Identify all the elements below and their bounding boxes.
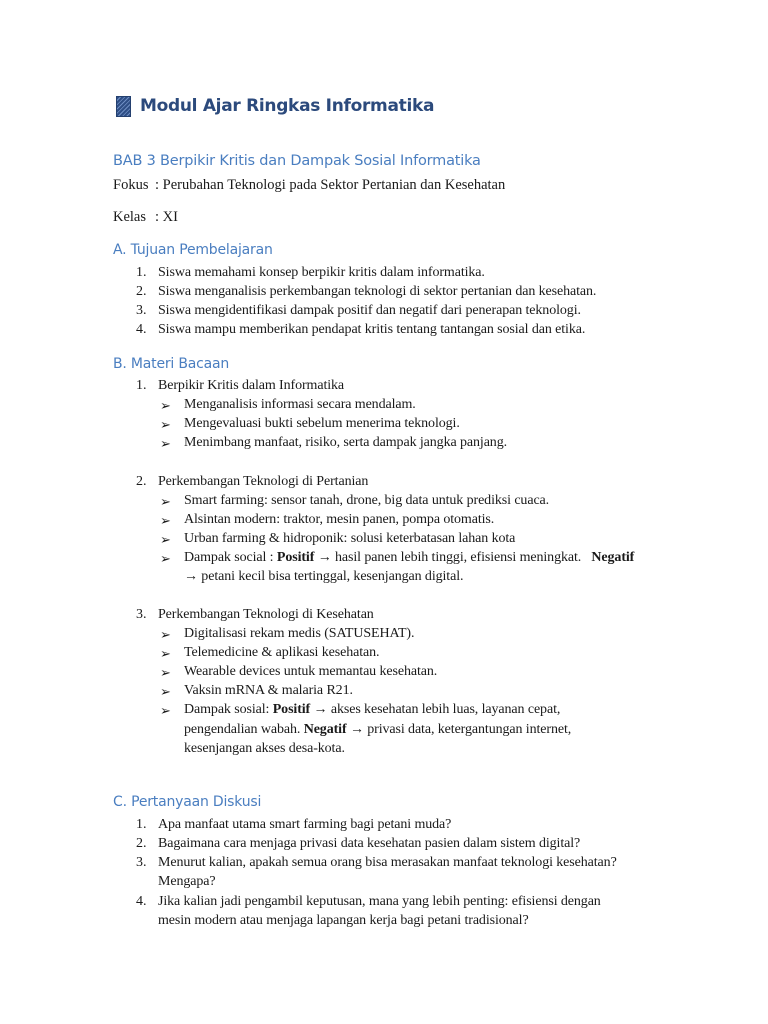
chapter-title: BAB 3 Berpikir Kritis dan Dampak Sosial Informatika	[113, 153, 481, 169]
bullet-arrow-icon: ➢	[160, 703, 171, 718]
list-number: 2.	[136, 284, 147, 299]
negatif-text: petani kecil bisa tertinggal, kesenjangan digital.	[197, 569, 464, 584]
question-item: Menurut kalian, apakah semua orang bisa merasakan manfaat teknologi kesehatan?	[158, 855, 617, 870]
bullet-item: Menimbang manfaat, risiko, serta dampak jangka panjang.	[184, 435, 508, 450]
positif-text-cont: pengendalian wabah.	[184, 722, 304, 737]
list-number: 1.	[136, 265, 147, 280]
fokus-label: Fokus	[113, 177, 149, 193]
list-item: Siswa memahami konsep berpikir kritis dalam informatika.	[158, 265, 485, 280]
dampak-prefix: Dampak social :	[184, 550, 277, 565]
positif-label: Positif	[276, 550, 315, 565]
bullet-arrow-icon: ➢	[160, 627, 171, 642]
document-icon	[116, 96, 131, 117]
section-heading-materi: B. Materi Bacaan	[113, 356, 230, 372]
negatif-label: Negatif	[591, 550, 635, 565]
bullet-arrow-icon: ➢	[160, 417, 171, 432]
list-number: 2.	[136, 836, 147, 851]
bullet-arrow-icon: ➢	[160, 436, 171, 451]
bullet-arrow-icon: ➢	[160, 551, 171, 566]
bullet-item: Urban farming & hidroponik: solusi keterbatasan lahan kota	[184, 531, 516, 546]
section-heading-tujuan: A. Tujuan Pembelajaran	[113, 242, 273, 258]
arrow-icon: →	[349, 722, 364, 737]
bullet-item: Vaksin mRNA & malaria R21.	[184, 683, 353, 698]
list-item: Siswa mengidentifikasi dampak positif dan negatif dari penerapan teknologi.	[158, 303, 581, 318]
list-item: Siswa mampu memberikan pendapat kritis tentang tantangan sosial dan etika.	[158, 322, 586, 337]
list-number: 1.	[136, 817, 147, 832]
list-number: 4.	[136, 322, 147, 337]
fokus-row	[113, 177, 505, 194]
subsection-title: Perkembangan Teknologi di Pertanian	[158, 474, 369, 489]
question-item: Jika kalian jadi pengambil keputusan, mana yang lebih penting: efisiensi dengan	[158, 894, 601, 909]
dampak-line-continued: kesenjangan akses desa-kota.	[184, 741, 345, 756]
bullet-arrow-icon: ➢	[160, 513, 171, 528]
dampak-line-continued	[184, 722, 571, 738]
positif-label: Positif	[272, 702, 311, 717]
bullet-item: Mengevaluasi bukti sebelum menerima teknologi.	[184, 416, 460, 431]
kelas-label: Kelas	[113, 209, 147, 225]
bullet-arrow-icon: ➢	[160, 684, 171, 699]
list-number: 3.	[136, 607, 147, 622]
question-item-continued: Mengapa?	[158, 874, 216, 889]
positif-text: hasil panen lebih tinggi, efisiensi meningkat.	[331, 550, 582, 565]
bullet-item: Menganalisis informasi secara mendalam.	[184, 397, 416, 412]
dampak-line	[184, 702, 560, 718]
bullet-arrow-icon: ➢	[160, 398, 171, 413]
document-title-text: Modul Ajar Ringkas Informatika	[140, 96, 435, 116]
list-number: 4.	[136, 894, 147, 909]
list-number: 1.	[136, 378, 147, 393]
bullet-item: Digitalisasi rekam medis (SATUSEHAT).	[184, 626, 415, 641]
arrow-icon: →	[184, 569, 198, 584]
question-item: Bagaimana cara menjaga privasi data kesehatan pasien dalam sistem digital?	[158, 836, 581, 851]
arrow-icon: →	[313, 702, 328, 717]
list-number: 2.	[136, 474, 147, 489]
bullet-item: Alsintan modern: traktor, mesin panen, pompa otomatis.	[184, 512, 495, 527]
kelas-value: : XI	[155, 209, 178, 225]
fokus-value: : Perubahan Teknologi pada Sektor Pertanian dan Kesehatan	[155, 177, 506, 193]
list-number: 3.	[136, 303, 147, 318]
positif-text: akses kesehatan lebih luas, layanan cepat,	[327, 702, 561, 717]
negatif-text: privasi data, ketergantungan internet,	[363, 722, 572, 737]
dampak-line	[184, 550, 634, 566]
bullet-item: Wearable devices untuk memantau kesehatan.	[184, 664, 438, 679]
subsection-title: Berpikir Kritis dalam Informatika	[158, 378, 345, 393]
list-item: Siswa menganalisis perkembangan teknologi di sektor pertanian dan kesehatan.	[158, 284, 597, 299]
bullet-arrow-icon: ➢	[160, 532, 171, 547]
subsection-title: Perkembangan Teknologi di Kesehatan	[158, 607, 374, 622]
bullet-arrow-icon: ➢	[160, 646, 171, 661]
document-title	[116, 92, 434, 120]
dampak-prefix: Dampak sosial:	[184, 702, 273, 717]
dampak-line-continued	[184, 569, 463, 585]
kelas-row	[113, 209, 178, 226]
section-heading-diskusi: C. Pertanyaan Diskusi	[113, 794, 262, 810]
bullet-arrow-icon: ➢	[160, 665, 171, 680]
bullet-item: Telemedicine & aplikasi kesehatan.	[184, 645, 380, 660]
bullet-arrow-icon: ➢	[160, 494, 171, 509]
list-number: 3.	[136, 855, 147, 870]
arrow-icon: →	[317, 550, 332, 565]
bullet-item: Smart farming: sensor tanah, drone, big data untuk prediksi cuaca.	[184, 493, 550, 508]
negatif-label: Negatif	[303, 722, 347, 737]
question-item-continued: mesin modern atau menjaga lapangan kerja bagi petani tradisional?	[158, 913, 529, 928]
question-item: Apa manfaat utama smart farming bagi petani muda?	[158, 817, 452, 832]
